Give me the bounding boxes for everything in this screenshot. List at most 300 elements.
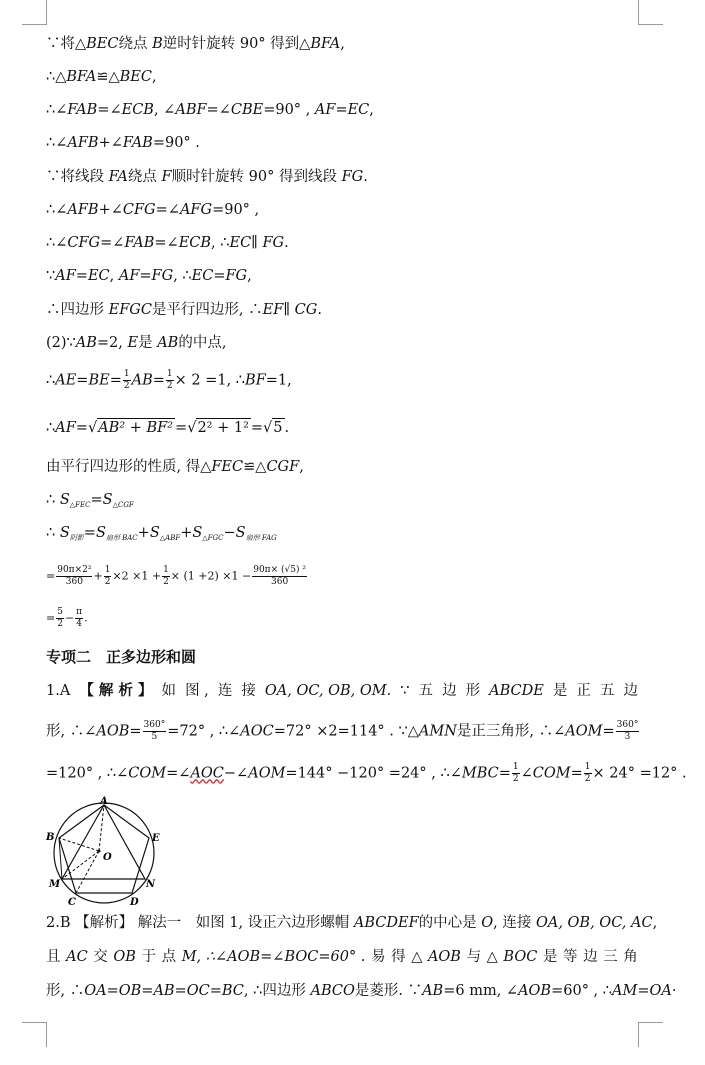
text-run: ∴∠ [46,135,68,151]
text-run: 的中心是 [418,915,482,931]
q2-line-2 [46,947,638,967]
math-symbol: BF [245,372,266,389]
math-symbol: AOB [427,949,461,965]
text-run: 得 [391,949,406,965]
text-run: =60° , ∴ [551,983,612,999]
math-symbol: AFG [179,202,213,218]
math-symbol: AC [66,949,88,965]
pentagon-circle-figure [44,795,174,907]
text-run: 与 [466,949,482,965]
proof-line-12 [46,418,289,438]
text-run: . [363,169,368,185]
text-run: 5 [151,732,158,742]
text-run: 扇形 FAG [245,534,277,542]
text-run: 如 [161,683,177,699]
math-symbol: E [127,335,139,351]
math-symbol: EF [262,302,284,318]
math-symbol: BC [221,983,244,999]
text-run: =∠ [154,235,179,251]
text-run: =72° , ∴∠ [167,723,241,740]
text-run: ∵ [46,268,56,284]
text-run: = [139,268,152,284]
math-symbol: AB [422,983,444,999]
text-run: 是 [552,683,568,699]
text-run: + [180,525,193,541]
text-run: 4 [76,619,82,629]
text-run: 边 [623,683,638,699]
text-run: =90° , [212,202,260,218]
text-run: =∠ [100,235,125,251]
math-symbol: CG [294,302,318,318]
math-symbol: AFB [67,135,99,151]
math-symbol: AOC [240,723,274,740]
math-symbol: ABCDE [489,683,544,699]
proof-line-1 [46,34,345,54]
math-symbol: BE [88,372,110,389]
math-symbol: AB [157,335,179,351]
math-symbol: AE [55,372,77,389]
fraction [162,565,170,588]
math-symbol: AFB [67,202,99,218]
proof-line-8 [46,266,252,286]
math-symbol: AOC [190,765,224,782]
text-run: 360 [65,577,83,587]
math-symbol: S [149,525,160,541]
q1-line-2 [46,720,640,743]
fraction [143,720,167,743]
radicand: 2² + 1² [197,420,249,436]
proof-line-9 [46,300,322,320]
math-symbol: FA [108,169,128,185]
text-run: , [340,36,345,52]
math-symbol: COM [532,765,571,782]
text-run: = [637,983,650,999]
equilateral-triangle-amn [62,805,145,879]
text-run: , [109,268,119,284]
text-run: . [84,611,88,625]
label-o: O [103,852,112,863]
math-symbol: AOM [565,723,603,740]
text-run: 的中点, [178,335,227,351]
math-symbol: O [481,915,494,931]
math-symbol: FAB [124,235,155,251]
text-run: √ [263,420,273,436]
text-run: = [75,268,88,284]
math-symbol: AB [131,372,153,389]
pentagon-abcde [59,805,149,893]
text-run: 交 [93,949,108,965]
math-symbol: OB [118,983,142,999]
radicand: AB² + BF² [98,420,174,436]
math-symbol: FAB [122,135,153,151]
math-symbol: AOM [248,765,286,782]
label-b: B [46,832,55,843]
proof-line-10 [46,333,226,353]
q1-line-3 [46,762,687,785]
text-run: × 24° =12° . [592,765,687,782]
math-symbol: AF [55,420,76,436]
text-run: =90° , [263,102,315,118]
text-run: 1 [512,762,519,772]
math-symbol: OA, OB, OC, AC [535,915,653,931]
crop-mark-top-right [638,0,663,25]
text-run: = [602,723,615,740]
math-symbol: AMN [418,723,457,740]
text-run: 【 解 析 】 [79,682,153,699]
math-symbol: S [59,492,70,508]
fraction [616,720,640,743]
text-run: =∠ [166,765,191,782]
math-symbol: ABF [175,102,207,118]
text-run: π [76,607,83,617]
text-run: , 连接 [493,915,536,931]
text-run: =72° ×2=114° . ∵△ [273,723,419,740]
math-symbol: EC [87,268,110,284]
text-run: . [317,302,322,318]
text-run: = [46,611,56,625]
text-run: 五 [418,683,434,699]
text-run: 形 [465,683,481,699]
section-heading: 专项二 正多边形和圆 [46,648,197,666]
fraction [75,607,83,630]
text-run: 图 , [185,683,209,699]
proof-line-6 [46,200,259,220]
math-symbol: B [152,36,163,52]
text-run: 边 [583,949,598,965]
math-symbol: BEC [86,36,119,52]
text-run: 2 [512,774,519,784]
math-symbol: S [235,525,246,541]
text-run: + [93,569,103,583]
text-run: 是 [542,949,558,965]
text-run: =∠ [206,102,231,118]
math-symbol: AB [75,335,97,351]
math-symbol: EC [229,235,252,251]
text-run: ∵将△ [46,36,87,52]
math-symbol: MBC [461,765,499,782]
text-run: , [247,268,252,284]
text-run: △FEC [69,501,91,509]
text-run: , [299,459,304,475]
proof-line-4 [46,133,200,153]
text-run: = [106,983,119,999]
text-run: 三 [603,949,618,965]
math-symbol: BEC [119,69,152,85]
text-run: 2 [166,381,173,391]
math-symbol: ECB [178,235,212,251]
text-run: 360 [271,577,289,587]
text-run: = [109,372,122,389]
math-symbol: AF [55,268,76,284]
text-run: △ABF [159,534,181,542]
text-run: = [498,765,511,782]
crop-mark-top-left [22,0,47,25]
text-run: 角 [623,949,638,965]
text-run: √ [87,420,98,436]
text-run: ∠ [520,765,533,782]
text-run: 1 [123,369,130,379]
text-run: × (1 +2) ×1 − [170,569,252,583]
text-run: 是菱形. ∵ [354,983,423,999]
text-run: −∠ [223,765,249,782]
text-run: 2 [584,774,591,784]
text-run: . [284,235,289,251]
text-run: , ∠ [153,102,176,118]
math-symbol: BOC [503,949,538,965]
proof-line-16 [46,565,308,588]
proof-line-13 [46,457,304,477]
text-run: 顺时针旋转 90° 得到线段 [171,169,342,185]
label-e: E [152,833,160,844]
math-symbol: S [59,525,70,541]
math-symbol: CGF [266,459,300,475]
text-run: 五 [599,683,615,699]
math-symbol: FG [341,169,364,185]
text-run: 360° [616,720,639,730]
text-run: = [570,765,583,782]
text-run: √ [187,420,197,436]
text-run: +∠ [98,202,123,218]
math-symbol: ABCDEF [353,915,419,931]
text-run: ∵ [400,683,410,699]
text-run: ∴∠ [46,102,68,118]
text-run: 易 [371,949,386,965]
text-run: = [76,372,89,389]
text-run: 接 [241,683,256,699]
proof-line-2 [46,67,157,87]
text-run: 阴影 [69,534,84,542]
fraction [56,607,64,630]
text-run: =∠ [155,202,180,218]
crop-mark-bottom-left [22,1022,47,1047]
text-run: △CGF [112,501,134,509]
text-run: 扇形 BAC [105,534,138,542]
text-run: ∴ [46,420,56,436]
math-symbol: OB [113,949,136,965]
fraction [584,762,592,785]
text-run: − [223,525,236,541]
math-symbol: FG [151,268,174,284]
text-run: 连 [217,683,233,699]
text-run: 2 [163,577,169,587]
text-run: ∴四边形 [46,302,109,318]
math-symbol: OC [186,983,210,999]
text-run: = [175,420,188,436]
text-run: 形, ∴ [46,983,85,999]
text-run: 点 [161,949,177,965]
text-run: 90π× (√5) ² [253,565,306,575]
text-run: =2, [96,335,128,351]
text-run: 于 [141,949,156,965]
text-run: 1 [163,565,169,575]
math-symbol: FG [225,268,248,284]
segment-oc [76,851,99,893]
text-run: =144° −120° =24° , ∴∠ [285,765,462,782]
text-run: = [141,983,154,999]
math-symbol: S [102,492,113,508]
text-run: 形, ∴∠ [46,723,97,740]
text-run: 1 [104,565,111,575]
math-symbol: CFG [122,202,156,218]
math-symbol: EC [347,102,370,118]
text-run: 是 [138,335,158,351]
math-symbol: OA, OC, OB, OM. [264,683,392,699]
text-run: 5 [57,607,63,617]
text-run: ∴ [46,525,60,541]
text-run: ∵将线段 [46,169,109,185]
text-run: 2 [57,619,63,629]
text-run: △ [411,949,423,965]
text-run: = [83,525,96,541]
fraction [166,369,174,392]
math-symbol: COM [128,765,167,782]
text-run: = [209,983,222,999]
text-run: 等 [563,949,578,965]
text-run: =90° . [152,135,200,151]
text-run: 逆时针旋转 90° 得到△ [162,36,311,52]
text-run: ∥ [251,235,263,251]
text-run: , [369,102,374,118]
text-run: =120° , ∴∠ [46,765,129,782]
text-run: = [90,492,103,508]
math-symbol: AOB [96,723,130,740]
radicand: 5 [273,420,283,436]
text-run: = [174,983,187,999]
math-symbol: BFA [310,36,341,52]
text-run: 2 [104,577,111,587]
math-symbol: CBE [230,102,264,118]
text-run: , [151,69,157,85]
math-symbol: F [161,169,172,185]
math-symbol: OA [649,983,672,999]
crop-mark-bottom-right [638,1022,663,1047]
math-symbol: M, ∴∠AOB=∠BOC=60° . [181,949,366,965]
text-run: ∴△ [46,69,67,85]
label-a: A [100,796,108,807]
math-symbol: AB [153,983,175,999]
text-run: △FGC [202,534,224,542]
fraction [123,369,131,392]
text-run: ∴∠ [46,235,68,251]
text-run: 2 [123,381,130,391]
text-run: 2.B 【解析】 解法一 如图 1, 设正六边形螺帽 [46,915,354,931]
text-run: + [137,525,150,541]
text-run: 绕点 [127,169,162,185]
math-symbol: AF [314,102,336,118]
text-run: ≌△ [243,459,267,475]
text-run: (2)∵ [46,335,76,351]
text-run: ∴ [46,372,56,389]
math-symbol: ECB [121,102,154,118]
text-run: 边 [442,683,457,699]
text-run: 90π×2² [57,565,92,575]
proof-line-17 [46,607,88,630]
proof-line-5 [46,167,368,187]
proof-line-3 [46,100,374,120]
fraction [512,762,520,785]
label-m: M [49,879,61,890]
q1-line-1 [46,681,638,701]
text-run: ∥ [283,302,295,318]
text-run: ∴ [46,492,60,508]
text-run: ≌△ [96,69,120,85]
math-symbol: FG [262,235,285,251]
text-run: 且 [46,949,61,965]
text-run: 360° [143,720,166,730]
math-symbol: BFA [66,69,97,85]
math-symbol: S [95,525,106,541]
math-symbol: FAB [67,102,98,118]
math-symbol: EC [191,268,214,284]
label-n: N [146,879,156,890]
math-symbol: S [192,525,203,541]
q2-line-3 [46,981,676,1001]
center-dot [98,850,101,853]
q2-line-1 [46,913,657,933]
text-run: 由平行四边形的性质, 得△ [46,459,212,475]
fraction [56,565,92,588]
text-run: ∴∠ [46,202,68,218]
text-run: △ [486,949,498,965]
math-symbol: CFG [67,235,101,251]
text-run: = [250,420,264,436]
text-run: . [284,420,290,436]
text-run: 1 [166,369,173,379]
math-symbol: EFGC [108,302,152,318]
math-symbol: ABCO [310,983,355,999]
text-run: 是平行四边形, ∴ [151,302,263,318]
text-run: 3 [624,732,631,742]
text-run: =6 mm, ∠ [443,983,519,999]
text-run: 1.A [46,683,71,699]
label-c: C [68,897,76,907]
text-run: = [75,420,88,436]
proof-line-15 [46,523,277,548]
text-run: 绕点 [118,36,153,52]
text-run: = [129,723,142,740]
math-symbol: AM [612,983,638,999]
label-d: D [130,897,139,907]
math-symbol: AF [118,268,140,284]
text-run: +∠ [98,135,123,151]
text-run: = [46,569,56,583]
text-run: , ∴四边形 [243,983,311,999]
text-run: 1 [584,762,591,772]
fraction [252,565,307,588]
text-run: , [652,915,658,931]
text-run: × 2 =1, ∴ [174,372,246,389]
text-run: = [213,268,226,284]
math-symbol: AOB [518,983,552,999]
text-run: , ∴ [211,235,230,251]
fraction [104,565,112,588]
proof-line-14 [46,490,134,515]
text-run: ×2 ×1 + [112,569,162,583]
text-run: − [64,611,75,625]
math-symbol: OA [84,983,107,999]
text-run: · [671,983,677,999]
text-run: 正 [576,683,591,699]
text-run: = [152,372,165,389]
proof-line-7 [46,233,289,253]
math-symbol: FEC [211,459,244,475]
proof-line-11 [46,369,292,392]
text-run: =∠ [97,102,122,118]
text-run: =1, [265,372,292,389]
text-run: , ∴ [173,268,192,284]
text-run: 是正三角形, ∴∠ [456,723,566,740]
text-run: = [335,102,348,118]
